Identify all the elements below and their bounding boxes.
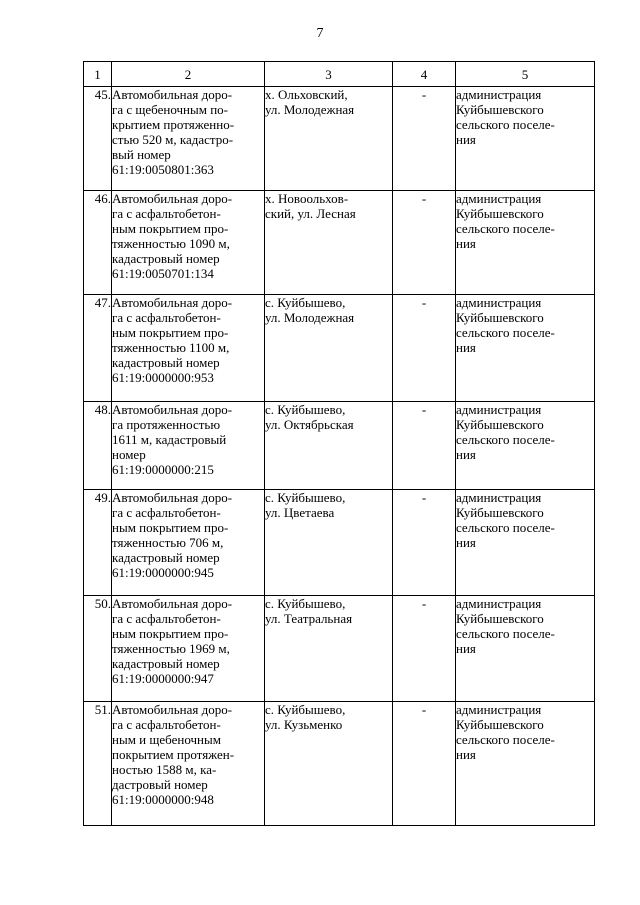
object-location: с. Куйбышево, ул. Кузьменко — [265, 702, 393, 826]
owner: администрация Куйбышевского сельского поселе- ния — [456, 702, 595, 826]
header-col-3: 3 — [265, 62, 393, 87]
page-number: 7 — [316, 26, 324, 41]
owner: администрация Куйбышевского сельского поселе- ния — [456, 490, 595, 596]
header-row — [84, 62, 595, 87]
encumbrance: - — [393, 596, 456, 702]
owner: администрация Куйбышевского сельского поселе- ния — [456, 87, 595, 191]
header-col-2: 2 — [112, 62, 265, 87]
object-location: с. Куйбышево, ул. Октябрьская — [265, 402, 393, 490]
owner: администрация Куйбышевского сельского поселе- ния — [456, 596, 595, 702]
object-location: х. Ольховский, ул. Молодежная — [265, 87, 393, 191]
object-name: Автомобильная доро- га с асфальтобетон- ным покрытием про- тяженностью 1969 м, кадастровый номер 61:19:0000000:947 — [112, 596, 265, 702]
owner: администрация Куйбышевского сельского поселе- ния — [456, 402, 595, 490]
header-col-1: 1 — [84, 62, 112, 87]
header-col-5: 5 — [456, 62, 595, 87]
header-col-4: 4 — [393, 62, 456, 87]
row-number: 47. — [84, 295, 112, 402]
object-location: х. Новоольхов- ский, ул. Лесная — [265, 191, 393, 295]
table-row — [84, 702, 595, 826]
object-location: с. Куйбышево, ул. Театральная — [265, 596, 393, 702]
encumbrance: - — [393, 402, 456, 490]
row-number: 46. — [84, 191, 112, 295]
table-row — [84, 295, 595, 402]
table-row — [84, 191, 595, 295]
encumbrance: - — [393, 191, 456, 295]
object-name: Автомобильная доро- га с асфальтобетон- ным покрытием про- тяженностью 706 м, кадастровый номер 61:19:0000000:945 — [112, 490, 265, 596]
table-row — [84, 490, 595, 596]
row-number: 51. — [84, 702, 112, 826]
row-number: 48. — [84, 402, 112, 490]
object-name: Автомобильная доро- га с асфальтобетон- ным покрытием про- тяженностью 1100 м, кадастровый номер 61:19:0000000:953 — [112, 295, 265, 402]
row-number: 45. — [84, 87, 112, 191]
object-name: Автомобильная доро- га с щебеночным по- крытием протяженно- стью 520 м, кадастро- вый номер 61:19:0050801:363 — [112, 87, 265, 191]
row-number: 49. — [84, 490, 112, 596]
encumbrance: - — [393, 702, 456, 826]
table-row — [84, 402, 595, 490]
encumbrance: - — [393, 490, 456, 596]
object-location: с. Куйбышево, ул. Цветаева — [265, 490, 393, 596]
object-name: Автомобильная доро- га протяженностью 1611 м, кадастровый номер 61:19:0000000:215 — [112, 402, 265, 490]
registry-table — [83, 61, 595, 826]
object-location: с. Куйбышево, ул. Молодежная — [265, 295, 393, 402]
owner: администрация Куйбышевского сельского поселе- ния — [456, 295, 595, 402]
table-row — [84, 87, 595, 191]
encumbrance: - — [393, 295, 456, 402]
encumbrance: - — [393, 87, 456, 191]
table-row — [84, 596, 595, 702]
object-name: Автомобильная доро- га с асфальтобетон- ным покрытием про- тяженностью 1090 м, кадастровый номер 61:19:0050701:134 — [112, 191, 265, 295]
object-name: Автомобильная доро- га с асфальтобетон- ным и щебеночным покрытием протяжен- ностью 1588 м, ка- дастровый номер 61:19:0000000:948 — [112, 702, 265, 826]
owner: администрация Куйбышевского сельского поселе- ния — [456, 191, 595, 295]
row-number: 50. — [84, 596, 112, 702]
